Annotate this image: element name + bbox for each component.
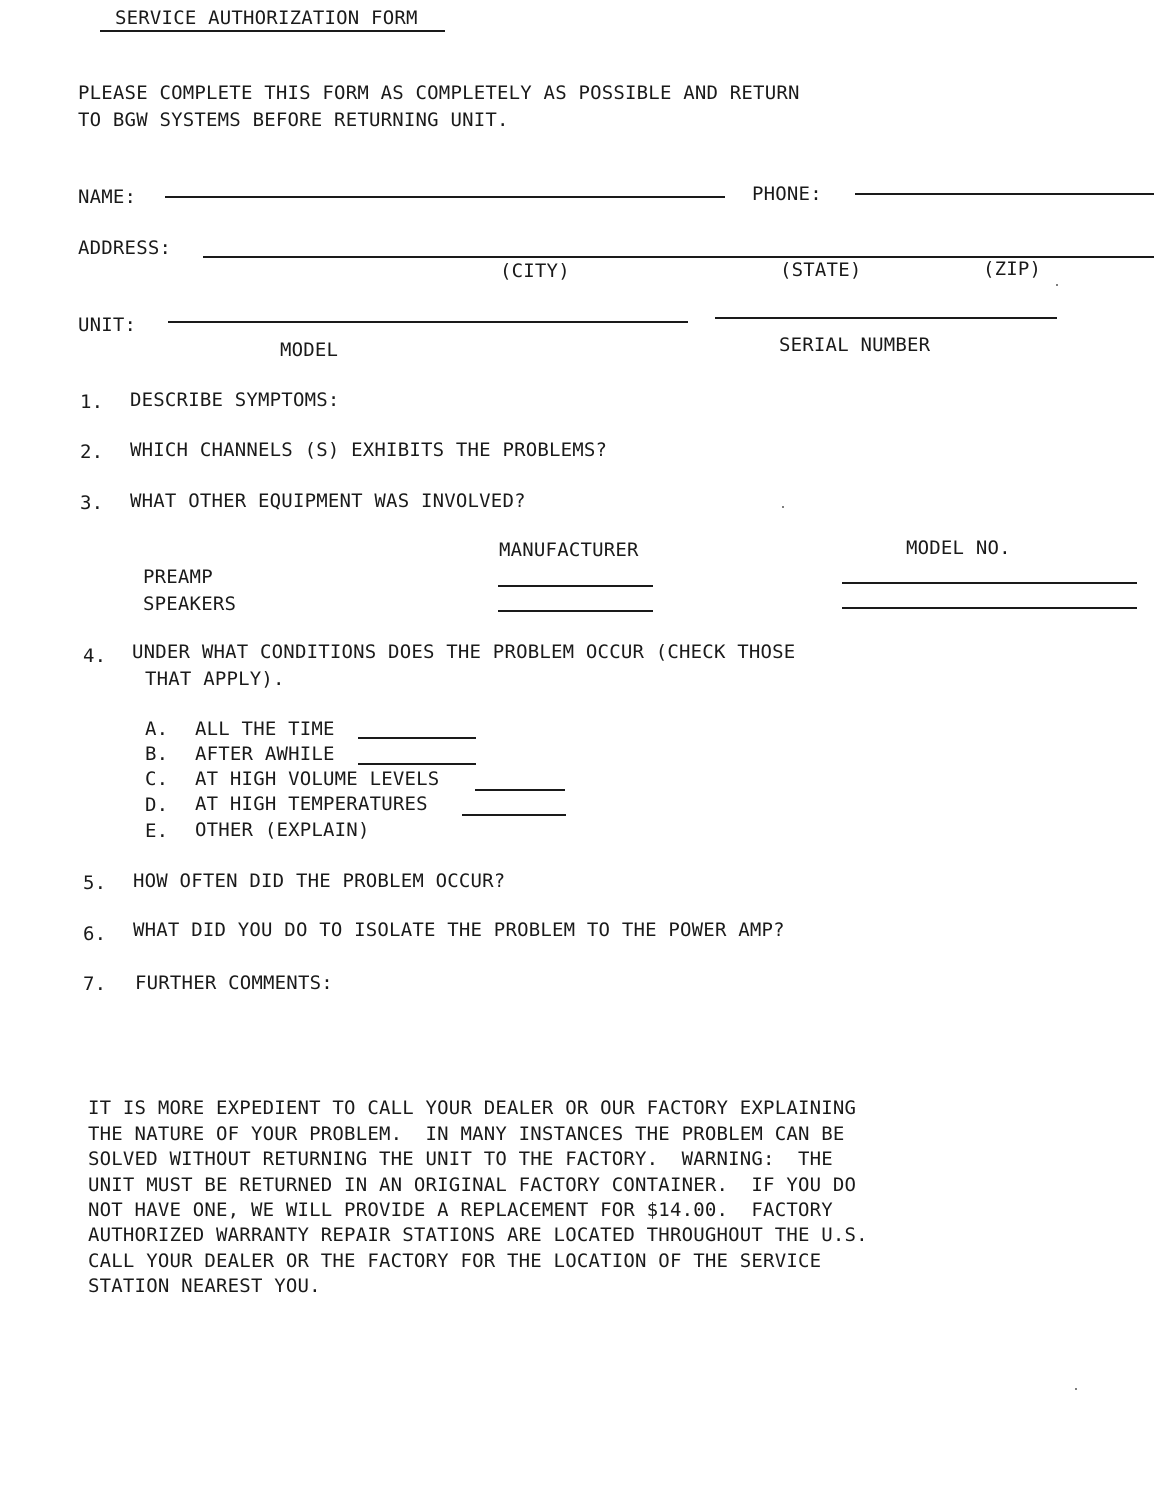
scan-speck bbox=[782, 506, 784, 508]
condition-d-text: AT HIGH TEMPERATURES bbox=[195, 793, 428, 815]
address-label: ADDRESS: bbox=[78, 237, 172, 259]
condition-b-checkbox[interactable] bbox=[358, 763, 476, 765]
footer-line-5: NOT HAVE ONE, WE WILL PROVIDE A REPLACEMENT FOR $14.00. FACTORY bbox=[88, 1199, 833, 1221]
footer-line-4: UNIT MUST BE RETURNED IN AN ORIGINAL FACTORY CONTAINER. IF YOU DO bbox=[88, 1174, 857, 1196]
intro-line-2: TO BGW SYSTEMS BEFORE RETURNING UNIT. bbox=[78, 109, 509, 131]
question-2-text: WHICH CHANNELS (S) EXHIBITS THE PROBLEMS? bbox=[130, 439, 608, 461]
footer-line-3: SOLVED WITHOUT RETURNING THE UNIT TO THE FACTORY. WARNING: THE bbox=[88, 1148, 833, 1170]
model-no-header: MODEL NO. bbox=[906, 537, 1011, 559]
footer-line-7: CALL YOUR DEALER OR THE FACTORY FOR THE LOCATION OF THE SERVICE bbox=[88, 1250, 822, 1272]
serial-number-label: SERIAL NUMBER bbox=[779, 334, 931, 356]
model-field[interactable] bbox=[168, 321, 688, 323]
condition-b-letter: B. bbox=[145, 743, 169, 765]
scan-speck bbox=[1075, 1388, 1077, 1390]
question-7-number: 7. bbox=[83, 973, 107, 995]
form-title: SERVICE AUTHORIZATION FORM bbox=[115, 7, 418, 29]
footer-line-6: AUTHORIZED WARRANTY REPAIR STATIONS ARE LOCATED THROUGHOUT THE U.S. bbox=[88, 1224, 868, 1246]
question-1-number: 1. bbox=[80, 391, 104, 413]
phone-label: PHONE: bbox=[752, 183, 822, 205]
scan-speck bbox=[1056, 284, 1058, 286]
title-underline bbox=[100, 30, 445, 32]
phone-field[interactable] bbox=[855, 193, 1154, 195]
question-4-line-2: THAT APPLY). bbox=[145, 668, 285, 690]
unit-label: UNIT: bbox=[78, 314, 137, 336]
zip-label: (ZIP) bbox=[983, 258, 1042, 280]
question-6-number: 6. bbox=[83, 923, 107, 945]
equipment-row-speakers: SPEAKERS bbox=[143, 593, 237, 615]
state-label: (STATE) bbox=[780, 259, 862, 281]
condition-c-text: AT HIGH VOLUME LEVELS bbox=[195, 768, 440, 790]
equipment-row-preamp: PREAMP bbox=[143, 566, 213, 588]
condition-c-letter: C. bbox=[145, 768, 169, 790]
speakers-model-field[interactable] bbox=[842, 607, 1137, 609]
question-1-text: DESCRIBE SYMPTOMS: bbox=[130, 389, 340, 411]
manufacturer-header: MANUFACTURER bbox=[499, 539, 639, 561]
name-label: NAME: bbox=[78, 186, 137, 208]
speakers-manufacturer-field[interactable] bbox=[498, 610, 653, 612]
condition-a-checkbox[interactable] bbox=[358, 737, 476, 739]
question-4-number: 4. bbox=[83, 645, 107, 667]
question-3-number: 3. bbox=[80, 492, 104, 514]
model-label: MODEL bbox=[280, 339, 339, 361]
question-3-text: WHAT OTHER EQUIPMENT WAS INVOLVED? bbox=[130, 490, 526, 512]
question-4-line-1: UNDER WHAT CONDITIONS DOES THE PROBLEM OCCUR (CHECK THOSE bbox=[132, 641, 796, 663]
question-2-number: 2. bbox=[80, 441, 104, 463]
condition-a-text: ALL THE TIME bbox=[195, 718, 335, 740]
preamp-manufacturer-field[interactable] bbox=[498, 585, 653, 587]
question-7-text: FURTHER COMMENTS: bbox=[135, 972, 333, 994]
condition-a-letter: A. bbox=[145, 718, 169, 740]
footer-line-2: THE NATURE OF YOUR PROBLEM. IN MANY INSTANCES THE PROBLEM CAN BE bbox=[88, 1123, 845, 1145]
footer-line-1: IT IS MORE EXPEDIENT TO CALL YOUR DEALER OR OUR FACTORY EXPLAINING bbox=[88, 1097, 857, 1119]
city-label: (CITY) bbox=[500, 260, 570, 282]
condition-d-checkbox[interactable] bbox=[462, 814, 566, 816]
condition-c-checkbox[interactable] bbox=[475, 789, 565, 791]
question-5-number: 5. bbox=[83, 872, 107, 894]
condition-b-text: AFTER AWHILE bbox=[195, 743, 335, 765]
condition-e-letter: E. bbox=[145, 820, 169, 842]
intro-line-1: PLEASE COMPLETE THIS FORM AS COMPLETELY AS POSSIBLE AND RETURN bbox=[78, 82, 800, 104]
serial-number-field[interactable] bbox=[715, 317, 1057, 319]
question-6-text: WHAT DID YOU DO TO ISOLATE THE PROBLEM TO THE POWER AMP? bbox=[133, 919, 785, 941]
question-5-text: HOW OFTEN DID THE PROBLEM OCCUR? bbox=[133, 870, 506, 892]
condition-d-letter: D. bbox=[145, 794, 169, 816]
preamp-model-field[interactable] bbox=[842, 582, 1137, 584]
name-field[interactable] bbox=[165, 196, 725, 198]
condition-e-text: OTHER (EXPLAIN) bbox=[195, 819, 370, 841]
footer-line-8: STATION NEAREST YOU. bbox=[88, 1275, 321, 1297]
